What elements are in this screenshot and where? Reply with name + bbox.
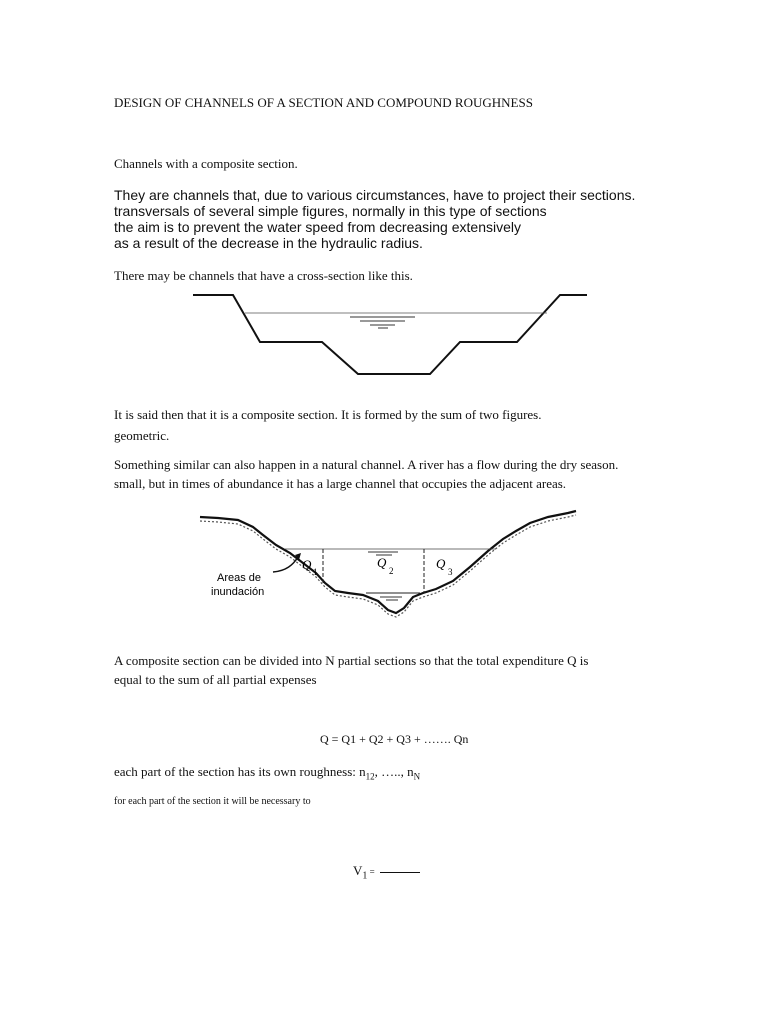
composite-paragraph [114, 404, 541, 446]
natural-channel-paragraph [114, 455, 618, 493]
natural-channel-figure [198, 505, 598, 625]
roughness-n2-sub: N [413, 771, 421, 782]
cross-section-intro: There may be channels that have a cross-section like this. [114, 268, 413, 283]
roughness-line [114, 764, 420, 785]
q2-label: Q [377, 555, 387, 570]
q2-subscript: 2 [389, 566, 394, 576]
intro-line: They are channels that, due to various circumstances, have to project their sections. [114, 187, 636, 203]
roughness-mid: , ….., [374, 764, 408, 779]
q1-subscript: 1 [313, 567, 318, 577]
flood-area-label: Areas de [217, 572, 262, 584]
velocity-symbol: V [353, 863, 363, 878]
q3-label: Q [436, 556, 446, 571]
division-paragraph [114, 651, 588, 689]
intro-line: as a result of the decrease in the hydraulic radius. [114, 235, 423, 251]
flow-equation: Q = Q1 + Q2 + Q3 + ……. Qn [320, 732, 469, 746]
natural-line: small, but in times of abundance it has a large channel that occupies the adjacent areas. [114, 476, 567, 491]
roughness-n1-sub: 12 [365, 771, 375, 782]
roughness-n2: n [407, 764, 414, 779]
composite-line: It is said then that it is a composite section. It is formed by the sum of two figures. [114, 407, 542, 422]
flood-area-label: inundación [211, 586, 265, 598]
composite-line: geometric. [114, 428, 170, 443]
velocity-equals: = [367, 867, 375, 877]
velocity-subscript: 1 [362, 870, 368, 882]
intro-line: transversals of several simple figures, normally in this type of sections [114, 203, 547, 219]
composite-section-figure [190, 290, 590, 380]
document-title: DESIGN OF CHANNELS OF A SECTION AND COMPOUND ROUGHNESS [114, 95, 533, 110]
channel-profile [193, 295, 587, 374]
roughness-n1: n [359, 764, 366, 779]
each-part-line: for each part of the section it will be necessary to [114, 796, 311, 807]
roughness-text: each part of the section has its own roughness: [114, 764, 360, 779]
intro-line: the aim is to prevent the water speed from decreasing extensively [114, 219, 521, 235]
natural-line: Something similar can also happen in a natural channel. A river has a flow during the dry season. [114, 457, 619, 472]
q3-subscript: 3 [448, 567, 453, 577]
q1-label: Q [302, 557, 312, 572]
division-line: A composite section can be divided into N partial sections so that the total expenditure Q is [114, 653, 589, 668]
subheading: Channels with a composite section. [114, 156, 298, 171]
fraction-bar [380, 872, 420, 873]
flood-area-arrow [273, 557, 298, 572]
division-line: equal to the sum of all partial expenses [114, 672, 317, 687]
intro-paragraph [114, 187, 635, 251]
velocity-formula [353, 863, 420, 882]
